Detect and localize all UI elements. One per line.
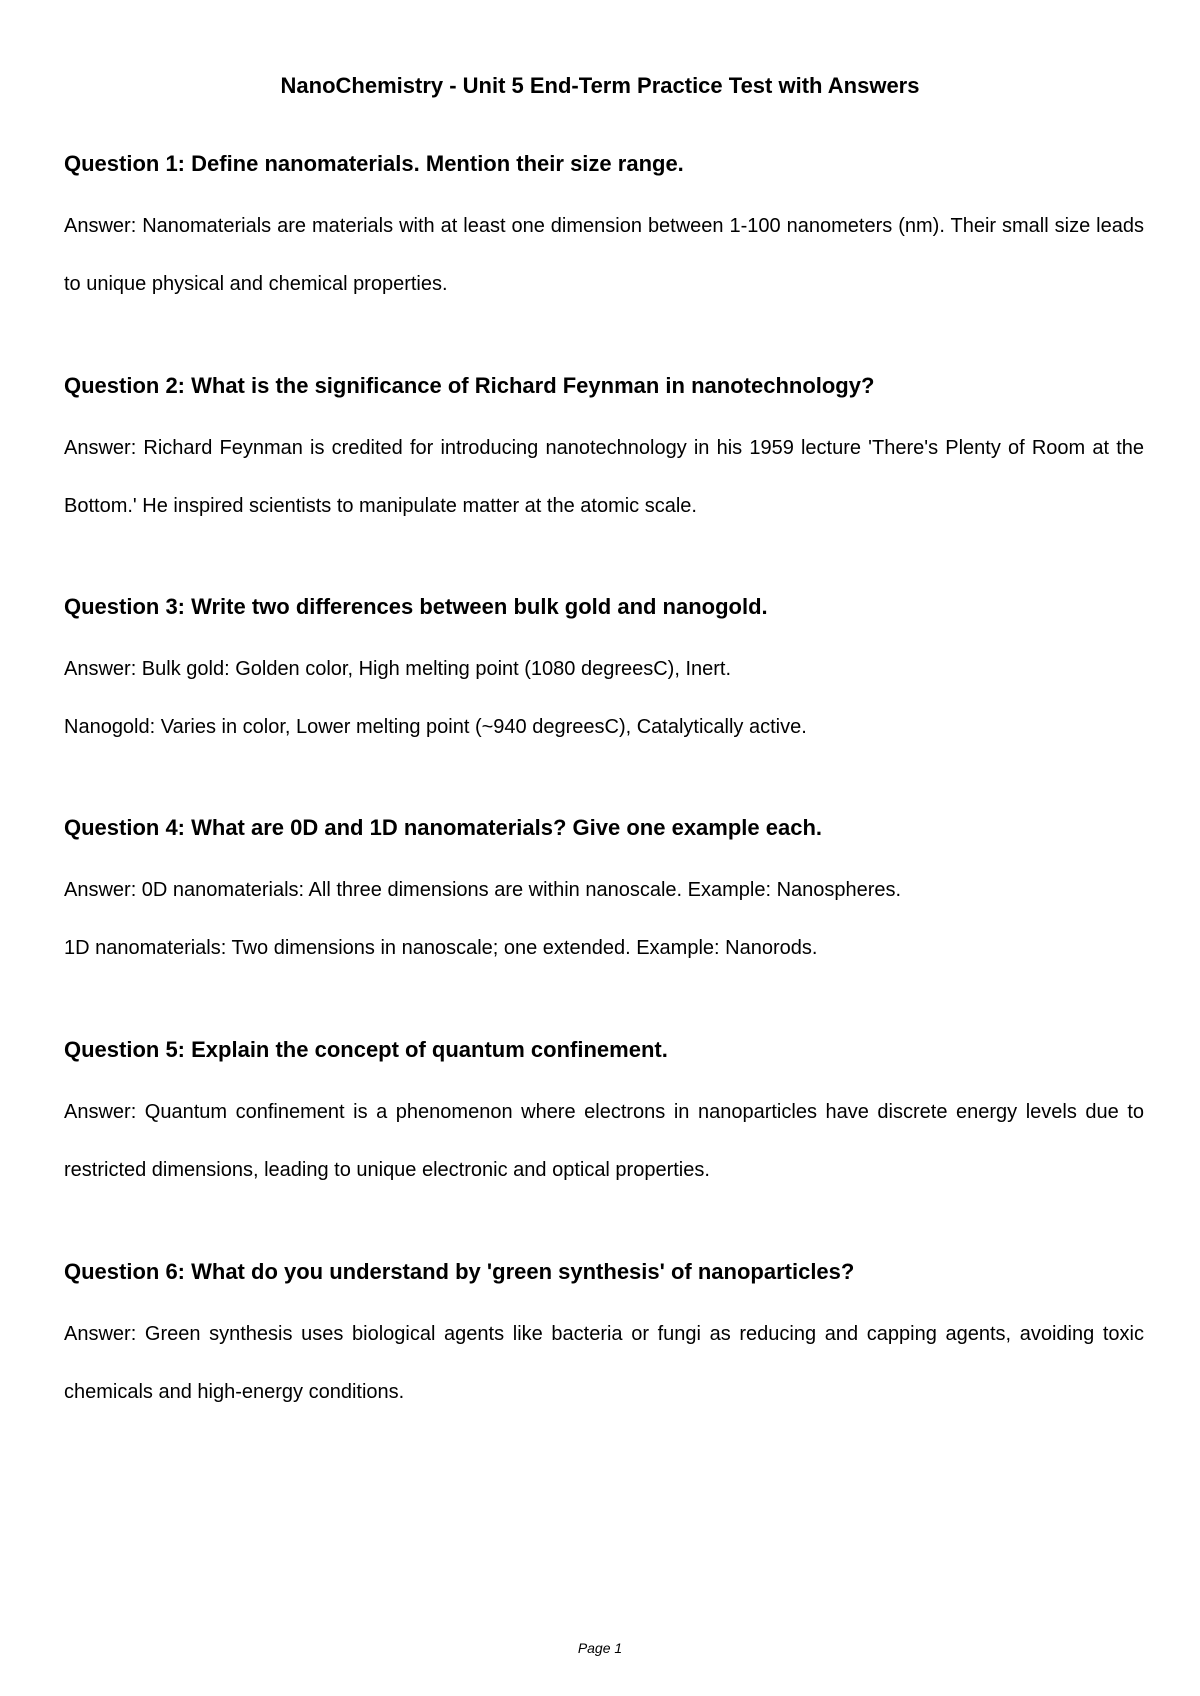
page-number: Page 1 xyxy=(577,1640,623,1656)
question-block-5 xyxy=(64,1035,1144,1199)
answer-line: Answer: 0D nanomaterials: All three dimensions are within nanoscale. Example: Nanospheres. xyxy=(64,879,902,901)
answer-line: Answer: Bulk gold: Golden color, High melting point (1080 degreesC), Inert. xyxy=(64,658,732,680)
question-block-2 xyxy=(64,371,1144,535)
answer-line: 1D nanomaterials: Two dimensions in nanoscale; one extended. Example: Nanorods. xyxy=(64,937,818,959)
answer-text: Answer: Green synthesis uses biological agents like bacteria or fungi as reducing and capping agents, avoiding toxic chemicals and high-energy conditions. xyxy=(64,1323,1144,1403)
answer-line: Nanogold: Varies in color, Lower melting point (~940 degreesC), Catalytically active. xyxy=(64,716,807,738)
question-heading: Question 6: What do you understand by 'green synthesis' of nanoparticles? xyxy=(64,1259,855,1284)
question-heading: Question 2: What is the significance of Richard Feynman in nanotechnology? xyxy=(64,373,875,398)
document-title: NanoChemistry - Unit 5 End-Term Practice Test with Answers xyxy=(280,73,920,98)
question-block-1 xyxy=(64,149,1144,313)
question-heading: Question 5: Explain the concept of quantum confinement. xyxy=(64,1037,668,1062)
question-heading: Question 1: Define nanomaterials. Mention their size range. xyxy=(64,151,684,176)
answer-text: Answer: Quantum confinement is a phenomenon where electrons in nanoparticles have discrete energy levels due to restricted dimensions, leading to unique electronic and optical properties. xyxy=(64,1101,1144,1181)
question-block-4 xyxy=(64,813,1144,977)
answer-text: Answer: Richard Feynman is credited for introducing nanotechnology in his 1959 lecture 'There's Plenty of Room at the Bottom.' He inspired scientists to manipulate matter at the atomic scale. xyxy=(64,437,1144,517)
question-block-6 xyxy=(64,1257,1144,1421)
question-block-3 xyxy=(64,592,1144,756)
answer-text: Answer: Nanomaterials are materials with at least one dimension between 1-100 nanometers (nm). Their small size leads to unique physical and chemical properties. xyxy=(64,215,1144,295)
question-heading: Question 3: Write two differences between bulk gold and nanogold. xyxy=(64,594,768,619)
question-heading: Question 4: What are 0D and 1D nanomaterials? Give one example each. xyxy=(64,815,823,840)
